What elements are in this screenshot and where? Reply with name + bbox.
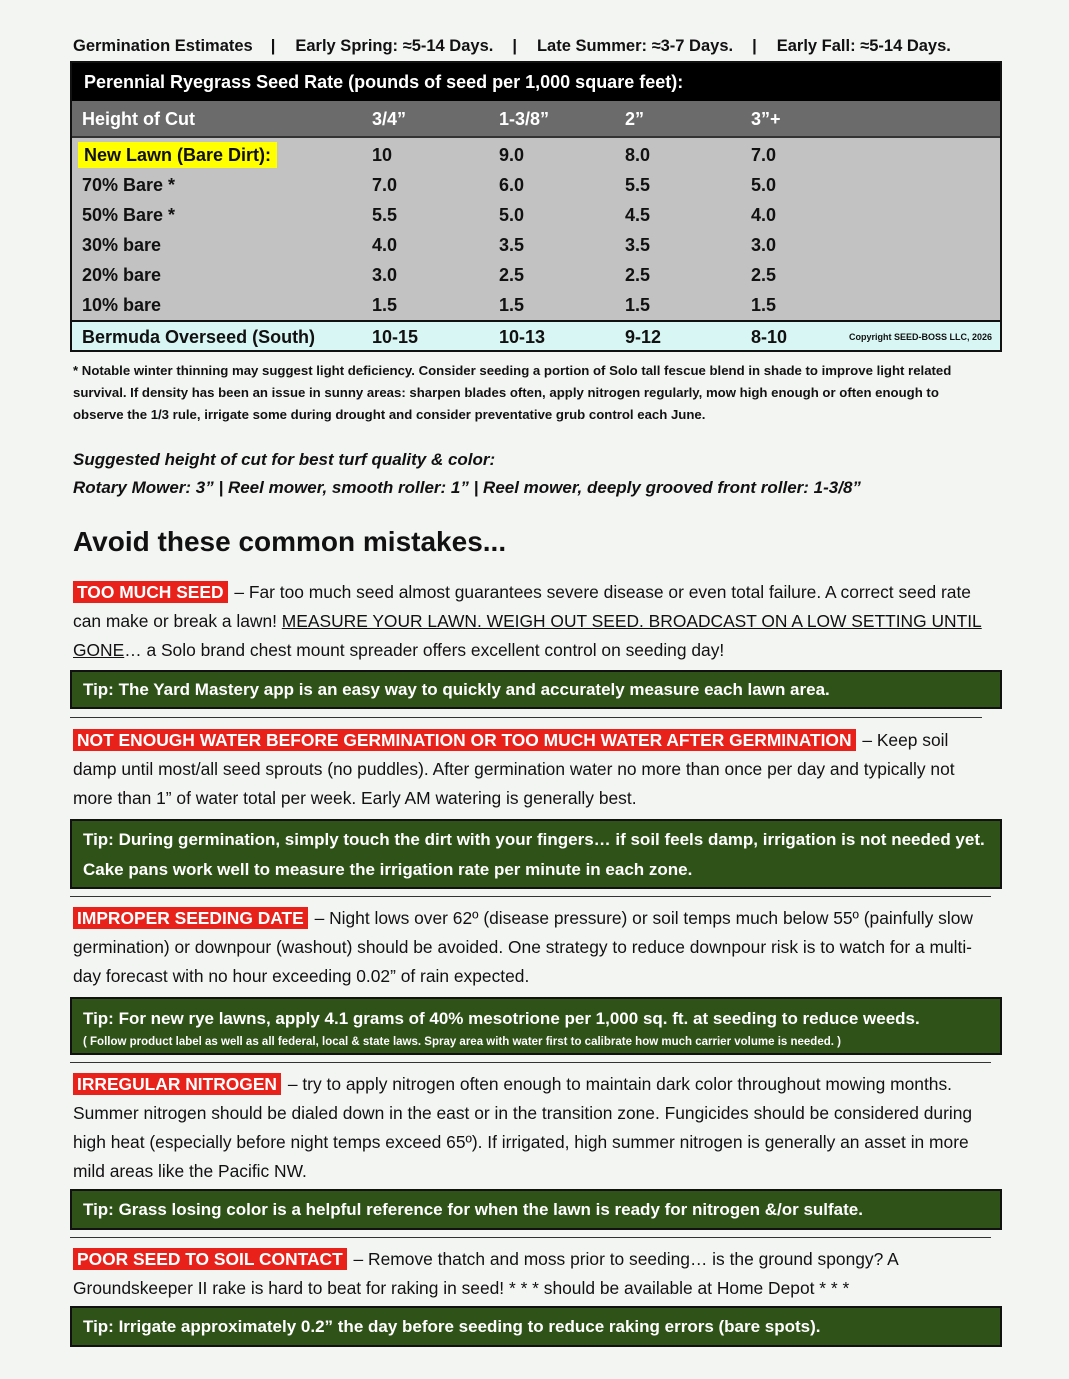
mistake-seeding-date — [73, 904, 988, 991]
divider — [70, 717, 982, 718]
table-cell: 7.0 — [751, 145, 777, 165]
table-cell: 4.5 — [625, 205, 651, 225]
table-cell: 3.0 — [751, 235, 777, 255]
mistake-tag: IRREGULAR NITROGEN — [73, 1073, 281, 1095]
mistake-underlined: MEASURE YOUR LAWN. WEIGH OUT SEED. BROADCAST ON A LOW SETTING UNTIL GONE — [73, 611, 982, 660]
early-fall: Early Fall: ≈5-14 Days. — [776, 37, 951, 55]
table-cell: 1.5 — [625, 295, 651, 315]
table-row — [72, 140, 1000, 170]
mistake-text: – Night lows over 62º (disease pressure) or soil temps much below 55º (painfully slow germination) or downpour (washout) should be avoided. One strategy to reduce downpour risk is to watch for a multi-day forecast with no hour exceeding 0.02” of rain expected. — [73, 908, 973, 986]
suggested-heading: Suggested height of cut for best turf quality & color: — [73, 450, 496, 469]
divider — [70, 896, 991, 897]
seed-rate-table — [70, 61, 1002, 352]
table-cell: 10-15 — [372, 327, 419, 347]
separator: | — [270, 37, 276, 55]
late-summer: Late Summer: ≈3-7 Days. — [536, 37, 734, 55]
mistake-text: – try to apply nitrogen often enough to maintain dark color throughout mowing months. Summer nitrogen should be dialed down in the east or in the transition zone. Fungicides should be considered during high heat (especially before night temps exceed 65º). If irrigated, high summer nitrogen is generally an asset in more mild areas like the Pacific NW. — [73, 1074, 973, 1181]
table-cell: 10 — [372, 145, 393, 165]
row-label — [82, 140, 277, 170]
table-cell: 3.5 — [625, 235, 651, 255]
suggested-height — [73, 446, 861, 502]
table-cell: 5.5 — [625, 175, 651, 195]
tip-box: Tip: Grass losing color is a helpful reference for when the lawn is ready for nitrogen &/or sulfate. — [70, 1189, 1002, 1230]
copyright: Copyright SEED-BOSS LLC, 2026 — [848, 332, 992, 342]
row-label: 30% bare — [82, 235, 162, 255]
separator: | — [512, 37, 517, 55]
table-title: Perennial Ryegrass Seed Rate (pounds of seed per 1,000 square feet): — [72, 63, 1000, 101]
table-cell: 10-13 — [499, 327, 546, 347]
table-row — [72, 230, 1000, 260]
separator: | — [752, 37, 757, 55]
tip-text: Tip: For new rye lawns, apply 4.1 grams of 40% mesotrione per 1,000 sq. ft. at seeding to reduce weeds. — [83, 1009, 920, 1028]
row-label: 70% Bare * — [82, 175, 176, 195]
bermuda-row — [72, 320, 1000, 350]
mistake-text: … a Solo brand chest mount spreader offers excellent control on seeding day! — [124, 640, 725, 660]
highlighted-label: New Lawn (Bare Dirt): — [78, 142, 277, 168]
row-label: 10% bare — [82, 295, 162, 315]
table-cell: 5.5 — [372, 205, 398, 225]
table-row — [72, 170, 1000, 200]
mistake-text: – Keep soil damp until most/all seed sprouts (no puddles). After germination water no more than once per day and typically not more than 1” of water total per week. Early AM watering is generally best. — [73, 730, 955, 808]
table-cell: 3.5 — [499, 235, 525, 255]
germination-estimates — [73, 37, 1003, 56]
germination-label: Germination Estimates — [73, 37, 253, 55]
table-header-row — [72, 101, 1000, 138]
table-cell: 7.0 — [372, 175, 398, 195]
mistake-tag: TOO MUCH SEED — [73, 581, 228, 603]
divider — [70, 1237, 991, 1238]
table-cell: 1.5 — [499, 295, 525, 315]
header-cell: Height of Cut — [82, 109, 195, 129]
mistake-tag: NOT ENOUGH WATER BEFORE GERMINATION OR TOO MUCH WATER AFTER GERMINATION — [73, 729, 856, 751]
mistake-text: – Remove thatch and moss prior to seeding… is the ground spongy? A Groundskeeper II rake is hard to beat for raking in seed! * * * should be available at Home Depot * * * — [73, 1249, 898, 1298]
table-cell: 4.0 — [751, 205, 777, 225]
section-title: Avoid these common mistakes... — [73, 526, 507, 557]
mistake-text: – Far too much seed almost guarantees severe disease or even total failure. A correct seed rate can make or break a lawn! — [73, 582, 971, 631]
table-row — [72, 290, 1000, 320]
table-cell: 2.5 — [499, 265, 525, 285]
mistake-nitrogen — [73, 1070, 988, 1186]
table-cell: 2.5 — [751, 265, 777, 285]
table-row — [72, 200, 1000, 230]
table-cell: 9-12 — [625, 327, 662, 347]
table-cell: 6.0 — [499, 175, 525, 195]
row-label: Bermuda Overseed (South) — [82, 327, 316, 347]
header-cell: 2” — [625, 109, 645, 129]
table-row — [72, 260, 1000, 290]
table-cell: 5.0 — [751, 175, 777, 195]
table-cell: 1.5 — [372, 295, 398, 315]
table-cell: 8.0 — [625, 145, 651, 165]
tip-box: Tip: During germination, simply touch the dirt with your fingers… if soil feels damp, irrigation is not needed yet. Cake pans work well to measure the irrigation rate per minute in each zone. — [70, 819, 1002, 889]
mistake-tag: IMPROPER SEEDING DATE — [73, 907, 308, 929]
tip-box — [70, 997, 1002, 1055]
table-cell: 4.0 — [372, 235, 398, 255]
header-cell: 1-3/8” — [499, 109, 550, 129]
table-cell: 3.0 — [372, 265, 398, 285]
mistake-water — [73, 726, 988, 813]
table-cell: 5.0 — [499, 205, 525, 225]
row-label: 20% bare — [82, 265, 162, 285]
tip-box: Tip: The Yard Mastery app is an easy way to quickly and accurately measure each lawn area. — [70, 670, 1002, 709]
row-label: 50% Bare * — [82, 205, 176, 225]
header-cell: 3”+ — [751, 109, 781, 129]
tip-box: Tip: Irrigate approximately 0.2” the day before seeding to reduce raking errors (bare spots). — [70, 1306, 1002, 1347]
footnote: * Notable winter thinning may suggest light deficiency. Consider seeding a portion of Solo tall fescue blend in shade to improve light related survival. If density has been an issue in sunny areas: sharpen blades often, apply nitrogen regularly, mow high enough or often enough to observe the 1/3 rule, irrigate some during drought and consider preventative grub control each June. — [73, 363, 952, 422]
table-cell: 2.5 — [625, 265, 651, 285]
divider — [70, 1062, 991, 1063]
mistake-soil-contact — [73, 1245, 988, 1303]
header-cell: 3/4” — [372, 109, 407, 129]
mistake-tag: POOR SEED TO SOIL CONTACT — [73, 1248, 347, 1270]
table-cell: 1.5 — [751, 295, 777, 315]
mistake-too-much-seed — [73, 578, 988, 665]
early-spring: Early Spring: ≈5-14 Days. — [295, 37, 494, 55]
tip-subtext: ( Follow product label as well as all federal, local & state laws. Spray area with water first to calibrate how much carrier volume is needed. ) — [83, 1036, 841, 1048]
table-cell: 9.0 — [499, 145, 525, 165]
suggested-values: Rotary Mower: 3” | Reel mower, smooth roller: 1” | Reel mower, deeply grooved front roller: 1-3/8” — [73, 478, 861, 497]
table-cell: 8-10 — [751, 327, 788, 347]
